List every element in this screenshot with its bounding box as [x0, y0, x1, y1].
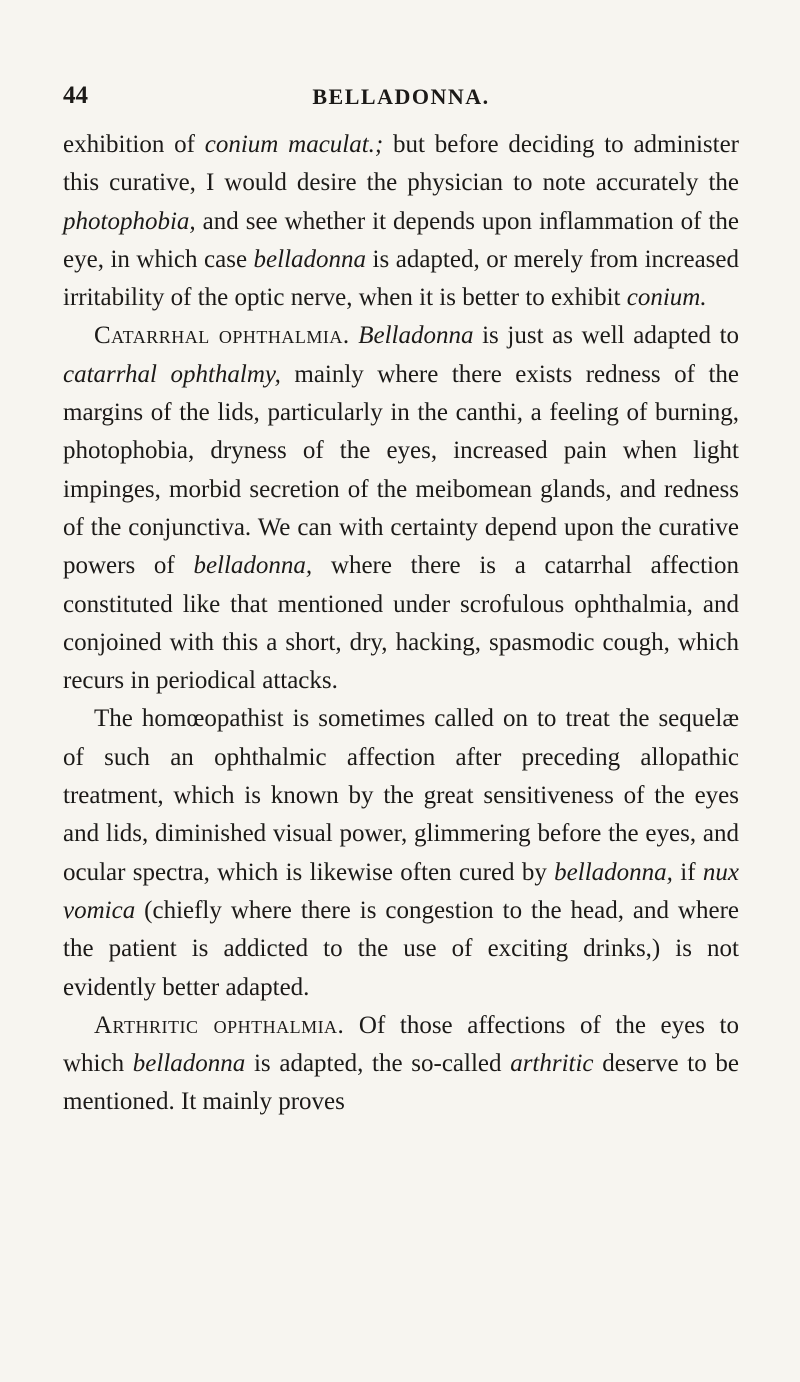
text-run: if	[672, 858, 703, 886]
page-number: 44	[63, 82, 88, 109]
italic-term: catarrhal ophthalmy,	[63, 360, 281, 388]
italic-term: photophobia,	[63, 207, 196, 235]
text-run: is adapted, the so-called	[245, 1050, 511, 1078]
italic-term: conium.	[626, 284, 707, 312]
paragraph-arthritic-ophthalmia	[63, 1007, 739, 1122]
italic-term: conium maculat.;	[204, 131, 384, 158]
text-run: exhibition of	[63, 131, 205, 158]
text-run: but before deciding to administer this curative, I would desire the physician to note accurately the	[63, 131, 739, 197]
text-run: mainly where there exists redness of the margins of the lids, particularly in the canthi, a feeling of burning, photophobia, dryness of the eyes, increased pain when light impinges, morbid secretion of the meibomean glands, and redness of the conjunctiva. We can with certainty depend upon the curative powers of	[63, 360, 739, 580]
section-heading: Catarrhal ophthalmia.	[94, 322, 350, 350]
page-header	[63, 82, 739, 118]
text-run	[350, 322, 359, 349]
text-run: Of those affections of the eyes to which	[63, 1011, 739, 1078]
italic-term: arthritic	[510, 1050, 594, 1078]
text-run: is just as well adapted to	[473, 322, 740, 350]
italic-term: belladonna,	[193, 552, 313, 580]
text-run: is adapted, or merely from increased irritability of the optic nerve, when it is better to exhibit	[63, 245, 739, 312]
italic-term: belladonna	[253, 245, 367, 273]
italic-term: belladonna,	[554, 858, 673, 886]
italic-term: nux vomica	[63, 858, 739, 924]
italic-term: belladonna	[132, 1050, 246, 1078]
paragraph-conium	[63, 126, 739, 317]
section-heading: Arthritic ophthalmia.	[94, 1011, 345, 1039]
italic-term: Belladonna	[358, 322, 474, 350]
text-run: (chiefly where there is congestion to the head, and where the patient is addicted to the use of exciting drinks,) is not evidently better adapted.	[63, 896, 739, 1001]
text-run: and see whether it depends upon inflammation of the eye, in which case	[63, 207, 739, 273]
paragraph-catarrhal-ophthalmia	[63, 317, 739, 700]
paragraph-sequelae	[63, 700, 739, 1006]
text-run: The homœopathist is sometimes called on to treat the sequelæ of such an ophthalmic affection after preceding allopathic treatment, which is known by the great sensitiveness of the eyes and lids, diminished visual power, glimmering before the eyes, and ocular spectra, which is likewise often cured by	[63, 705, 739, 886]
text-run: where there is a catarrhal affection constituted like that mentioned under scrofulous ophthalmia, and conjoined with this a short, dry, hacking, spasmodic cough, which recurs in periodical attacks.	[63, 552, 739, 695]
book-page	[63, 82, 739, 1122]
text-run: deserve to be mentioned. It mainly proves	[63, 1050, 739, 1116]
running-head: BELLADONNA.	[312, 84, 490, 109]
